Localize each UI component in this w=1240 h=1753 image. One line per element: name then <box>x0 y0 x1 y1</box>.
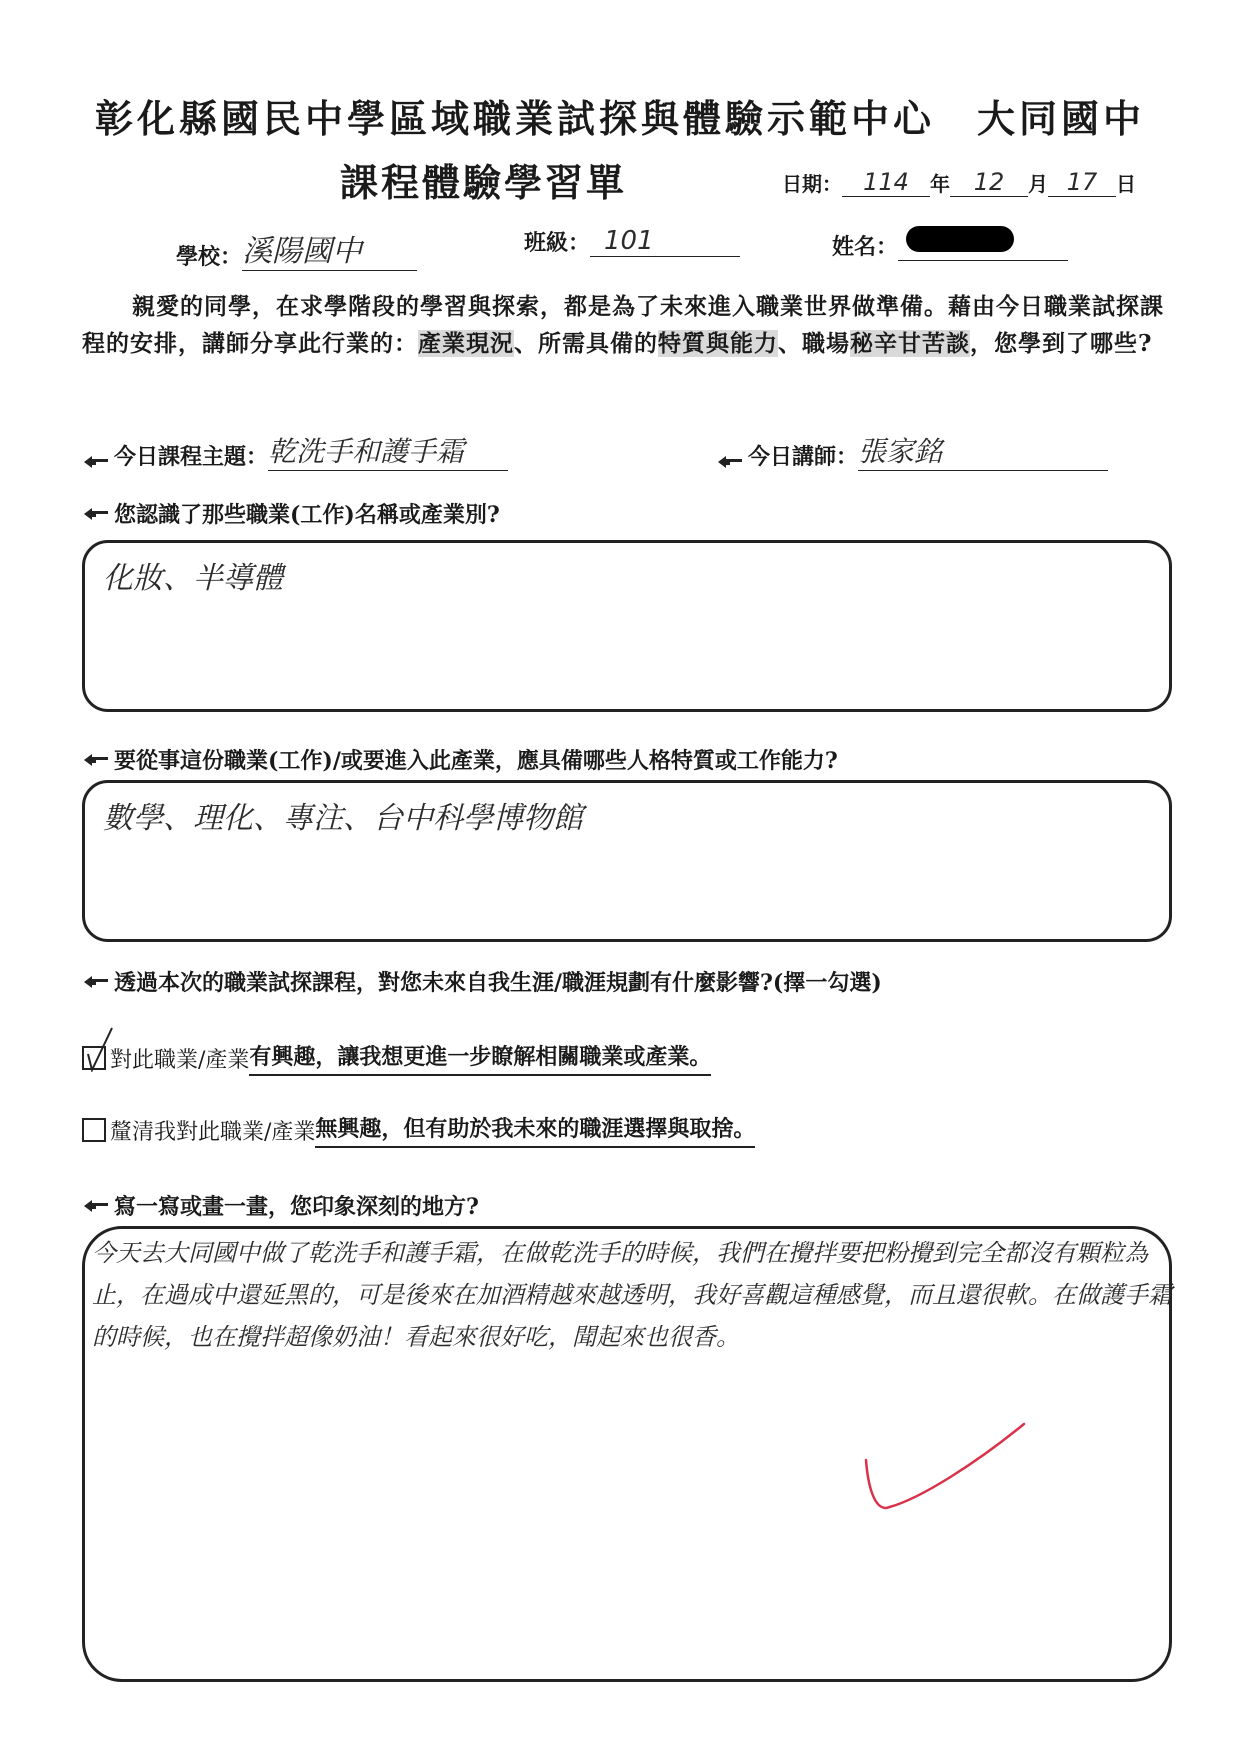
date-row <box>782 168 1136 197</box>
intro-highlight-traits-abilities: 特質與能力 <box>658 330 778 357</box>
checkmark-icon <box>82 1026 116 1072</box>
date-month-unit: 月 <box>1028 172 1048 196</box>
pointing-hand-icon <box>82 505 110 523</box>
date-day-unit: 日 <box>1116 172 1136 196</box>
question-1-text: 您認識了那些職業(工作)名稱或產業別? <box>114 502 500 528</box>
option-interested-prefix: 對此職業/產業 <box>110 1047 250 1073</box>
answer-1-box[interactable] <box>82 540 1172 712</box>
date-label: 日期： <box>782 172 842 196</box>
answer-2-text: 數學、理化、專注、台中科學博物館 <box>103 801 583 836</box>
class-field[interactable]: 101 <box>590 226 740 257</box>
question-2-text: 要從事這份職業(工作)/或要進入此產業，應具備哪些人格特質或工作能力? <box>114 748 838 774</box>
pointing-hand-icon <box>82 973 110 991</box>
intro-highlight-workplace-secrets: 秘辛甘苦談 <box>850 330 970 357</box>
intro-text-4: ，您學到了哪些? <box>970 330 1153 357</box>
answer-4-text: 今天去大同國中做了乾洗手和護手霜，在做乾洗手的時候，我們在攪拌要把粉攪到完全都沒有顆粒為止，在過成中還延黑的，可是後來在加酒精越來越透明，我好喜觀這種感覺，而且還很軟。在做護手霜的時候，也在攪拌超像奶油！看起來很好吃，聞起來也很香。 <box>92 1239 1172 1351</box>
teacher-field-group <box>716 430 1108 471</box>
question-4 <box>82 1190 479 1221</box>
teacher-field[interactable]: 張家銘 <box>858 430 1108 471</box>
name-label: 姓名： <box>832 234 899 260</box>
date-year-field[interactable]: 114 <box>842 168 930 197</box>
school-label: 學校： <box>176 244 243 270</box>
option-interested-text: 有興趣，讓我想更進一步瞭解相關職業或產業。 <box>249 1040 711 1076</box>
school-field[interactable]: 溪陽國中 <box>242 226 417 271</box>
pointing-hand-icon <box>82 1197 110 1215</box>
question-1 <box>82 498 500 529</box>
name-field[interactable] <box>898 226 1068 261</box>
name-field-group <box>832 226 1068 261</box>
date-year-unit: 年 <box>930 172 950 196</box>
school-field-group <box>176 226 417 271</box>
option-interested[interactable] <box>82 1040 711 1076</box>
answer-1-text: 化妝、半導體 <box>103 561 283 596</box>
teacher-label: 今日講師： <box>748 444 859 470</box>
intro-text-3: 、職場 <box>778 330 850 357</box>
topic-field-group <box>82 430 508 471</box>
option-not-interested-prefix: 釐清我對此職業/產業 <box>110 1119 316 1145</box>
class-label: 班級： <box>524 230 591 256</box>
topic-field[interactable]: 乾洗手和護手霜 <box>268 430 508 471</box>
page-title: 彰化縣國民中學區域職業試探與體驗示範中心 大同國中 <box>94 96 1145 141</box>
pointing-hand-icon <box>82 751 110 769</box>
class-field-group <box>524 226 740 257</box>
answer-2-box[interactable] <box>82 780 1172 942</box>
option-not-interested[interactable] <box>82 1112 755 1148</box>
pointing-hand-icon <box>82 453 110 471</box>
topic-label: 今日課程主題： <box>114 444 269 470</box>
intro-highlight-industry-status: 產業現況 <box>418 330 514 357</box>
option-not-interested-text: 無興趣，但有助於我未來的職涯選擇與取捨。 <box>315 1112 755 1148</box>
pointing-hand-icon <box>716 453 744 471</box>
question-4-text: 寫一寫或畫一畫，您印象深刻的地方? <box>114 1194 479 1220</box>
question-3-text: 透過本次的職業試探課程，對您未來自我生涯/職涯規劃有什麼影響?(擇一勾選) <box>114 970 882 996</box>
intro-text-2: 、所需具備的 <box>514 330 658 357</box>
intro-text-1: 親愛的同學，在求學階段的學習與探索，都是為了未來進入職業世界做準備。藉由今日職業試探課程的安排，講師分享此行業的： <box>82 293 1164 357</box>
option-not-interested-checkbox[interactable] <box>82 1118 106 1142</box>
intro-paragraph <box>82 288 1172 362</box>
option-interested-checkbox[interactable] <box>82 1046 106 1070</box>
question-2 <box>82 744 838 775</box>
question-3 <box>82 966 882 997</box>
name-redaction <box>906 226 1014 252</box>
date-month-field[interactable]: 12 <box>950 168 1028 197</box>
teacher-check-mark-icon <box>860 1416 1030 1516</box>
page-subtitle: 課程體驗學習單 <box>340 160 628 205</box>
date-day-field[interactable]: 17 <box>1048 168 1116 197</box>
